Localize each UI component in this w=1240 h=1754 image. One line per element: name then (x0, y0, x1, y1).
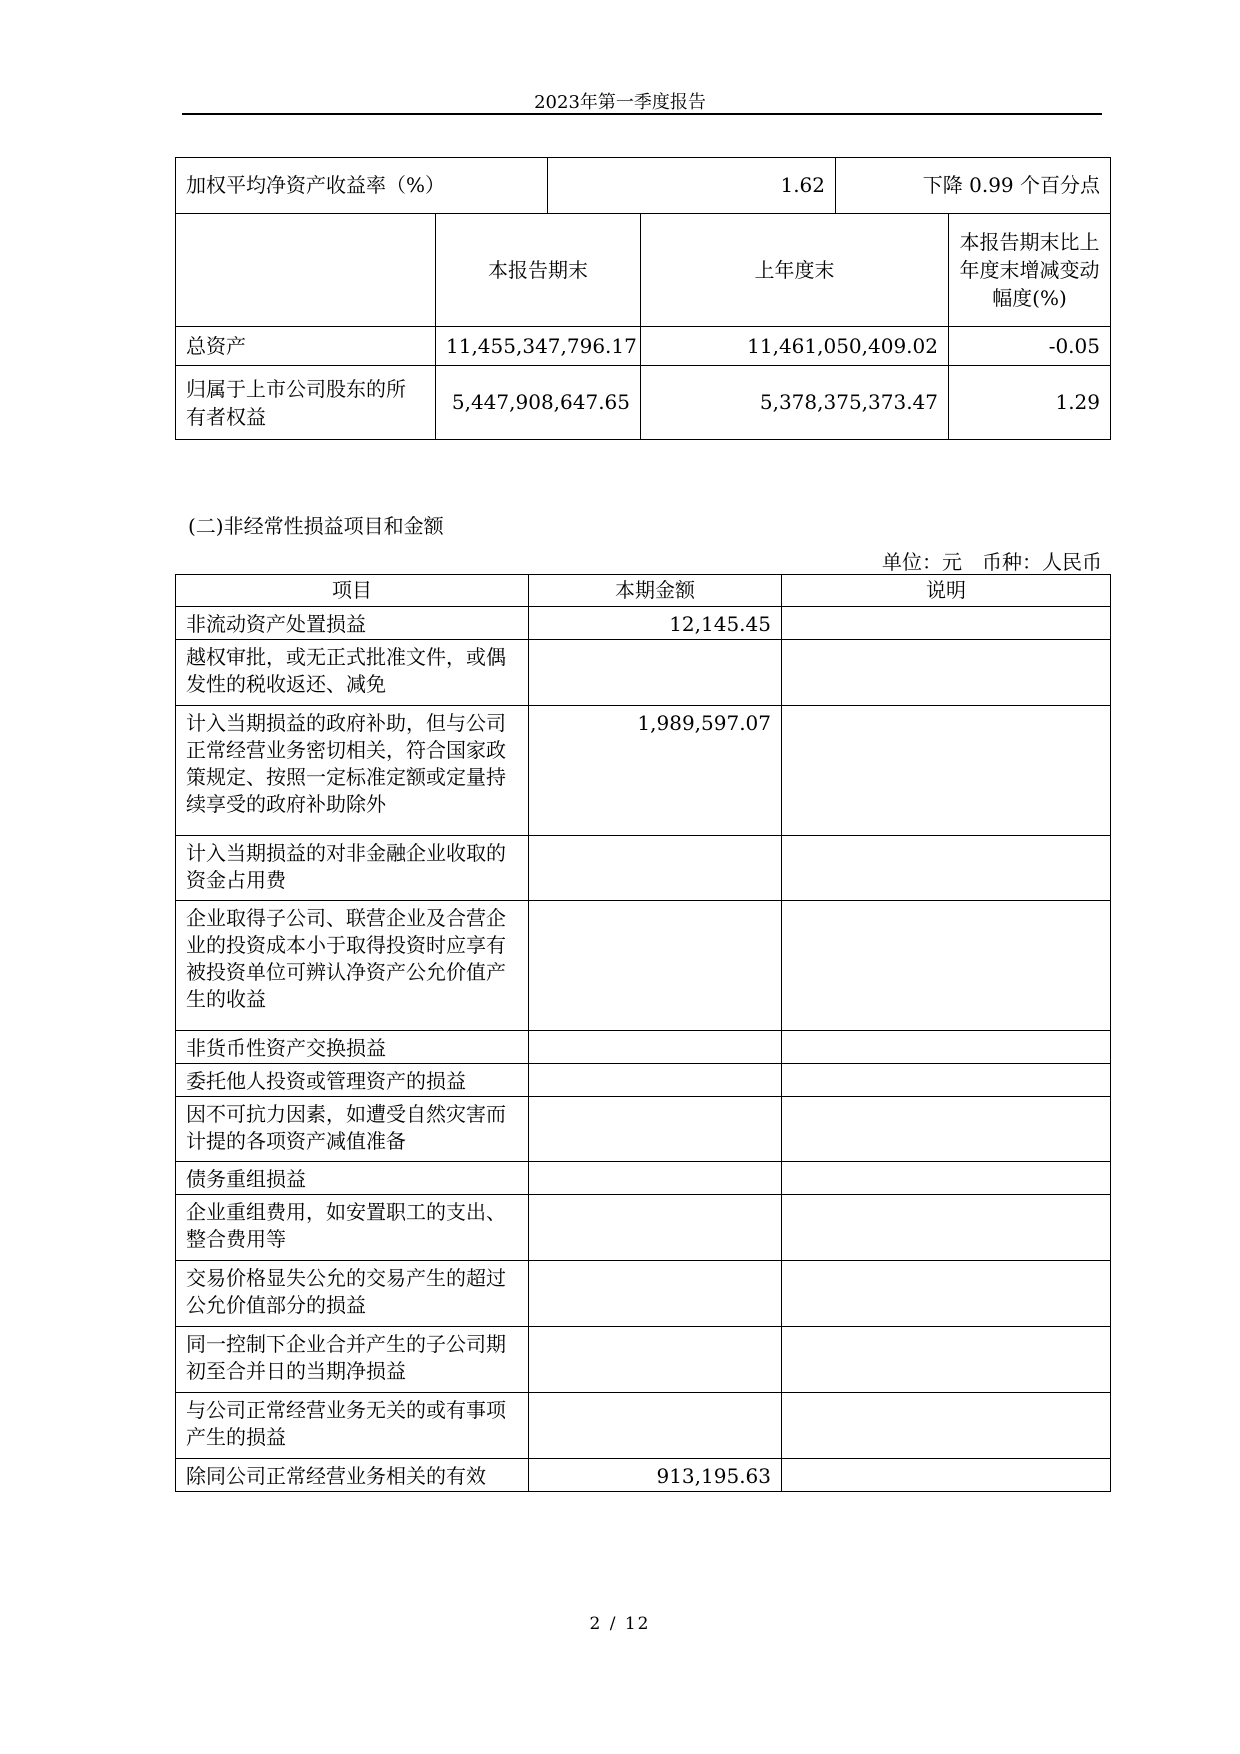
report-header-title: 2023年第一季度报告 (534, 92, 706, 113)
nonrecurring-amount (529, 1261, 782, 1327)
nonrecurring-note (782, 1393, 1111, 1459)
nonrecurring-header-amount: 本期金额 (529, 575, 782, 607)
balance-row-change: 1.29 (949, 366, 1111, 440)
balance-row-previous: 5,378,375,373.47 (641, 366, 949, 440)
balance-header-current: 本报告期末 (436, 214, 641, 327)
nonrecurring-note (782, 1064, 1111, 1097)
balance-table (175, 213, 1111, 440)
nonrecurring-note (782, 706, 1111, 836)
nonrecurring-amount (529, 1327, 782, 1393)
header-divider (182, 113, 1102, 115)
page-number: 2 / 12 (589, 1614, 651, 1634)
nonrecurring-amount (529, 1393, 782, 1459)
nonrecurring-amount (529, 901, 782, 1031)
nonrecurring-item: 交易价格显失公允的交易产生的超过公允价值部分的损益 (176, 1261, 529, 1327)
nonrecurring-amount (529, 1162, 782, 1195)
nonrecurring-amount (529, 1195, 782, 1261)
balance-row-current: 11,455,347,796.17 (436, 327, 641, 366)
nonrecurring-note (782, 1097, 1111, 1162)
nonrecurring-item: 与公司正常经营业务无关的或有事项产生的损益 (176, 1393, 529, 1459)
nonrecurring-amount (529, 1064, 782, 1097)
nonrecurring-amount (529, 640, 782, 706)
nonrecurring-amount (529, 1097, 782, 1162)
nonrecurring-amount: 1,989,597.07 (529, 706, 782, 836)
balance-row-current: 5,447,908,647.65 (436, 366, 641, 440)
nonrecurring-amount (529, 836, 782, 901)
roe-table (175, 157, 1111, 214)
nonrecurring-item: 越权审批，或无正式批准文件，或偶发性的税收返还、减免 (176, 640, 529, 706)
nonrecurring-item: 企业取得子公司、联营企业及合营企业的投资成本小于取得投资时应享有被投资单位可辨认净资产公允价值产生的收益 (176, 901, 529, 1031)
nonrecurring-item: 委托他人投资或管理资产的损益 (176, 1064, 529, 1097)
nonrecurring-note (782, 901, 1111, 1031)
roe-change: 下降 0.99 个百分点 (836, 158, 1111, 214)
nonrecurring-note (782, 640, 1111, 706)
balance-row-change: -0.05 (949, 327, 1111, 366)
nonrecurring-item: 企业重组费用，如安置职工的支出、整合费用等 (176, 1195, 529, 1261)
nonrecurring-header-item: 项目 (176, 575, 529, 607)
nonrecurring-header-note: 说明 (782, 575, 1111, 607)
roe-label: 加权平均净资产收益率（%） (176, 158, 548, 214)
nonrecurring-item: 非货币性资产交换损益 (176, 1031, 529, 1064)
nonrecurring-item: 因不可抗力因素，如遭受自然灾害而计提的各项资产减值准备 (176, 1097, 529, 1162)
nonrecurring-note (782, 1031, 1111, 1064)
nonrecurring-note (782, 1327, 1111, 1393)
nonrecurring-item: 债务重组损益 (176, 1162, 529, 1195)
nonrecurring-note (782, 1162, 1111, 1195)
balance-header-change: 本报告期末比上年度末增减变动幅度(%) (949, 214, 1111, 327)
nonrecurring-note (782, 836, 1111, 901)
balance-row-previous: 11,461,050,409.02 (641, 327, 949, 366)
balance-header-blank (176, 214, 436, 327)
section-title: (二)非经常性损益项目和金额 (188, 514, 444, 538)
nonrecurring-table (175, 574, 1111, 1492)
balance-row-label: 归属于上市公司股东的所有者权益 (176, 366, 436, 440)
nonrecurring-item: 同一控制下企业合并产生的子公司期初至合并日的当期净损益 (176, 1327, 529, 1393)
nonrecurring-note (782, 1261, 1111, 1327)
unit-currency-note: 单位：元 币种：人民币 (882, 550, 1102, 574)
nonrecurring-amount: 12,145.45 (529, 607, 782, 640)
nonrecurring-item: 计入当期损益的对非金融企业收取的资金占用费 (176, 836, 529, 901)
nonrecurring-item: 计入当期损益的政府补助，但与公司正常经营业务密切相关，符合国家政策规定、按照一定标准定额或定量持续享受的政府补助除外 (176, 706, 529, 836)
nonrecurring-note (782, 1459, 1111, 1492)
nonrecurring-note (782, 1195, 1111, 1261)
balance-row-label: 总资产 (176, 327, 436, 366)
balance-header-previous: 上年度末 (641, 214, 949, 327)
roe-value: 1.62 (548, 158, 836, 214)
nonrecurring-amount (529, 1031, 782, 1064)
nonrecurring-note (782, 607, 1111, 640)
nonrecurring-amount: 913,195.63 (529, 1459, 782, 1492)
nonrecurring-item: 除同公司正常经营业务相关的有效 (176, 1459, 529, 1492)
nonrecurring-item: 非流动资产处置损益 (176, 607, 529, 640)
